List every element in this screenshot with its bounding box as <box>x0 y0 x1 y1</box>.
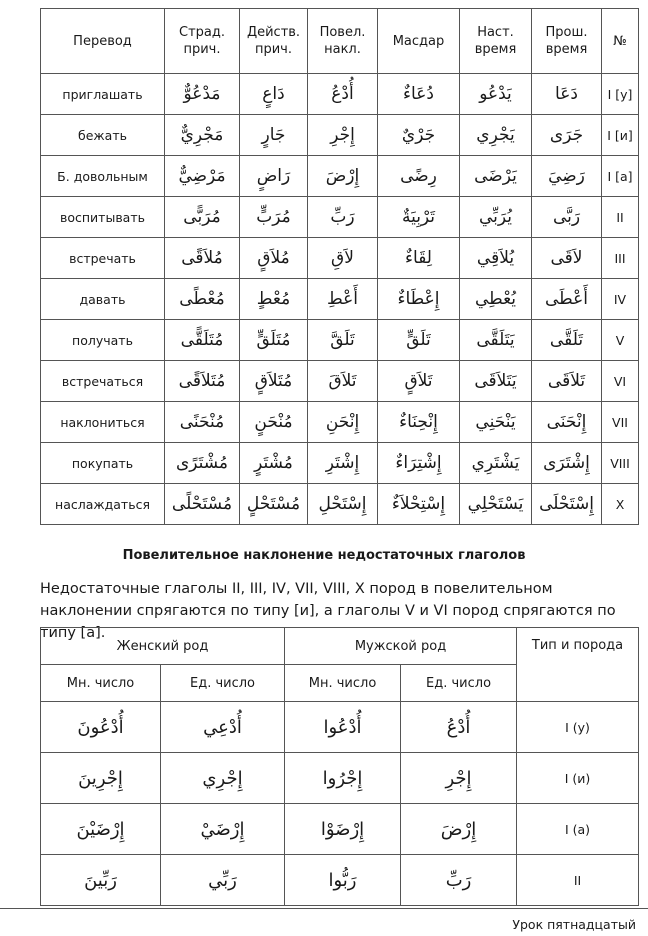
table-row <box>41 402 639 443</box>
active-cell: دَاعٍ <box>240 74 308 115</box>
present-cell: يُعْطِي <box>460 279 532 320</box>
translation-cell: встречать <box>41 238 165 279</box>
imperative-cell: إِرْضَ <box>308 156 378 197</box>
imperative-cell: رَبِّ <box>308 197 378 238</box>
number-cell: III <box>602 238 639 279</box>
type-cell: I (и) <box>517 753 639 804</box>
table-row <box>41 320 639 361</box>
past-cell: رَبَّى <box>532 197 602 238</box>
table-row <box>41 197 639 238</box>
number-cell: X <box>602 484 639 525</box>
table-row <box>41 238 639 279</box>
page-footer: Урок пятнадцатый <box>512 917 636 932</box>
type-cell: I (а) <box>517 804 639 855</box>
header-number: № <box>602 9 639 74</box>
active-cell: مُتَلاَقٍ <box>240 361 308 402</box>
masdar-cell: إِعْطَاءٌ <box>378 279 460 320</box>
header-masdar: Масдар <box>378 9 460 74</box>
active-cell: مُرَبٍّ <box>240 197 308 238</box>
present-cell: يَتَلاَقَى <box>460 361 532 402</box>
masdar-cell: دُعَاءٌ <box>378 74 460 115</box>
masc-singular-cell: أُدْعُ <box>401 702 517 753</box>
passive-cell: مُنْحَنًى <box>165 402 240 443</box>
header-masc-singular: Ед. число <box>401 665 517 702</box>
header-passive-participle: Страд. прич. <box>165 9 240 74</box>
masdar-cell: إِشْتِرَاءٌ <box>378 443 460 484</box>
number-cell: V <box>602 320 639 361</box>
masc-singular-cell: رَبِّ <box>401 855 517 906</box>
active-cell: مُشْتَرٍ <box>240 443 308 484</box>
present-cell: يَشْتَرِي <box>460 443 532 484</box>
fem-plural-cell: إِرْضَيْنَ <box>41 804 161 855</box>
translation-cell: встречаться <box>41 361 165 402</box>
imperative-cell: أَعْطِ <box>308 279 378 320</box>
past-cell: دَعَا <box>532 74 602 115</box>
passive-cell: مَجْرِيٌّ <box>165 115 240 156</box>
masdar-cell: تَلاَقٍ <box>378 361 460 402</box>
table-header-row <box>41 9 639 74</box>
imperative-cell: إِنْحَنِ <box>308 402 378 443</box>
type-cell: I (у) <box>517 702 639 753</box>
active-cell: مُعْطٍ <box>240 279 308 320</box>
header-type: Тип и порода <box>517 628 639 702</box>
masc-singular-cell: إِرْضَ <box>401 804 517 855</box>
header-past: Прош. время <box>532 9 602 74</box>
translation-cell: покупать <box>41 443 165 484</box>
gender-header-row <box>41 628 639 665</box>
number-cell: I [а] <box>602 156 639 197</box>
table-row <box>41 279 639 320</box>
translation-cell: давать <box>41 279 165 320</box>
past-cell: إِنْحَنَى <box>532 402 602 443</box>
number-cell: I [и] <box>602 115 639 156</box>
header-present: Наст. время <box>460 9 532 74</box>
header-translation: Перевод <box>41 9 165 74</box>
translation-cell: приглашать <box>41 74 165 115</box>
present-cell: يَدْعُو <box>460 74 532 115</box>
header-feminine: Женский род <box>41 628 285 665</box>
active-cell: مُنْحَنٍ <box>240 402 308 443</box>
number-cell: VI <box>602 361 639 402</box>
number-cell: IV <box>602 279 639 320</box>
masc-singular-cell: إِجْرِ <box>401 753 517 804</box>
present-cell: يُلاَقِي <box>460 238 532 279</box>
table-row <box>41 702 639 753</box>
masdar-cell: إِنْحِنَاءٌ <box>378 402 460 443</box>
translation-cell: Б. довольным <box>41 156 165 197</box>
imperative-table <box>40 627 639 906</box>
header-active-participle: Действ. прич. <box>240 9 308 74</box>
imperative-cell: تَلاَقَ <box>308 361 378 402</box>
passive-cell: مُسْتَحْلًى <box>165 484 240 525</box>
past-cell: رَضِيَ <box>532 156 602 197</box>
fem-plural-cell: أُدْعُونَ <box>41 702 161 753</box>
fem-singular-cell: إِرْضَيْ <box>161 804 285 855</box>
number-cell: II <box>602 197 639 238</box>
header-masculine: Мужской род <box>285 628 517 665</box>
table-row <box>41 804 639 855</box>
rule-paragraph: Недостаточные глаголы II, III, IV, VII, VIII, X пород в повелительном наклонении спрягаются по типу [и], а глаголы V и VI пород спрягаются по типу [а]. <box>40 581 616 641</box>
fem-singular-cell: إِجْرِي <box>161 753 285 804</box>
masdar-cell: تَلَقٍّ <box>378 320 460 361</box>
number-cell: VIII <box>602 443 639 484</box>
type-cell: II <box>517 855 639 906</box>
present-cell: يَتَلَقَّى <box>460 320 532 361</box>
passive-cell: مُتَلاَقًى <box>165 361 240 402</box>
passive-cell: مُرَبًّى <box>165 197 240 238</box>
fem-plural-cell: رَبِّينَ <box>41 855 161 906</box>
table-row <box>41 753 639 804</box>
past-cell: تَلاَقَى <box>532 361 602 402</box>
imperative-cell: إِشْتَرِ <box>308 443 378 484</box>
present-cell: يَجْرِي <box>460 115 532 156</box>
number-cell: I [у] <box>602 74 639 115</box>
number-cell: VII <box>602 402 639 443</box>
passive-cell: مُتَلَقًّى <box>165 320 240 361</box>
masc-plural-cell: أُدْعُوا <box>285 702 401 753</box>
fem-singular-cell: رَبِّي <box>161 855 285 906</box>
table-row <box>41 484 639 525</box>
masdar-cell: تَرْبِيَةٌ <box>378 197 460 238</box>
past-cell: جَرَى <box>532 115 602 156</box>
footer-divider <box>0 908 648 909</box>
translation-cell: получать <box>41 320 165 361</box>
present-cell: يَسْتَحْلِي <box>460 484 532 525</box>
passive-cell: مَرْضِيٌّ <box>165 156 240 197</box>
imperative-cell: تَلَقَّ <box>308 320 378 361</box>
active-cell: رَاضٍ <box>240 156 308 197</box>
active-cell: مُلاَقٍ <box>240 238 308 279</box>
table-row <box>41 115 639 156</box>
header-fem-singular: Ед. число <box>161 665 285 702</box>
passive-cell: مُشْتَرًى <box>165 443 240 484</box>
section-title: Повелительное наклонение недостаточных глаголов <box>122 548 526 563</box>
fem-plural-cell: إِجْرِينَ <box>41 753 161 804</box>
table-row <box>41 74 639 115</box>
present-cell: يُرَبِّي <box>460 197 532 238</box>
present-cell: يَنْحَنِي <box>460 402 532 443</box>
table-row <box>41 361 639 402</box>
table-row <box>41 855 639 906</box>
header-fem-plural: Мн. число <box>41 665 161 702</box>
table-row <box>41 443 639 484</box>
masdar-cell: إِسْتِحْلاَءٌ <box>378 484 460 525</box>
translation-cell: наклониться <box>41 402 165 443</box>
masdar-cell: رِضًى <box>378 156 460 197</box>
past-cell: أَعْطَى <box>532 279 602 320</box>
active-cell: مُتَلَقٍّ <box>240 320 308 361</box>
passive-cell: مُلاَقًى <box>165 238 240 279</box>
past-cell: إِسْتَحْلَى <box>532 484 602 525</box>
past-cell: لاَقَى <box>532 238 602 279</box>
translation-cell: воспитывать <box>41 197 165 238</box>
header-imperative: Повел. накл. <box>308 9 378 74</box>
passive-cell: مُعْطًى <box>165 279 240 320</box>
masc-plural-cell: إِرْضَوْا <box>285 804 401 855</box>
table-row <box>41 156 639 197</box>
active-cell: مُسْتَحْلٍ <box>240 484 308 525</box>
imperative-cell: إِجْرِ <box>308 115 378 156</box>
past-cell: إِشْتَرَى <box>532 443 602 484</box>
conjugation-table <box>40 8 639 525</box>
imperative-cell: أُدْعُ <box>308 74 378 115</box>
translation-cell: наслаждаться <box>41 484 165 525</box>
fem-singular-cell: أُدْعِي <box>161 702 285 753</box>
passive-cell: مَدْعُوٌّ <box>165 74 240 115</box>
present-cell: يَرْضَى <box>460 156 532 197</box>
masc-plural-cell: إِجْرُوا <box>285 753 401 804</box>
header-masc-plural: Мн. число <box>285 665 401 702</box>
masdar-cell: لِقَاءٌ <box>378 238 460 279</box>
imperative-cell: إِسْتَحْلِ <box>308 484 378 525</box>
active-cell: جَارٍ <box>240 115 308 156</box>
past-cell: تَلَقَّى <box>532 320 602 361</box>
imperative-cell: لاَقِ <box>308 238 378 279</box>
masc-plural-cell: رَبُّوا <box>285 855 401 906</box>
translation-cell: бежать <box>41 115 165 156</box>
masdar-cell: جَرْيٌ <box>378 115 460 156</box>
